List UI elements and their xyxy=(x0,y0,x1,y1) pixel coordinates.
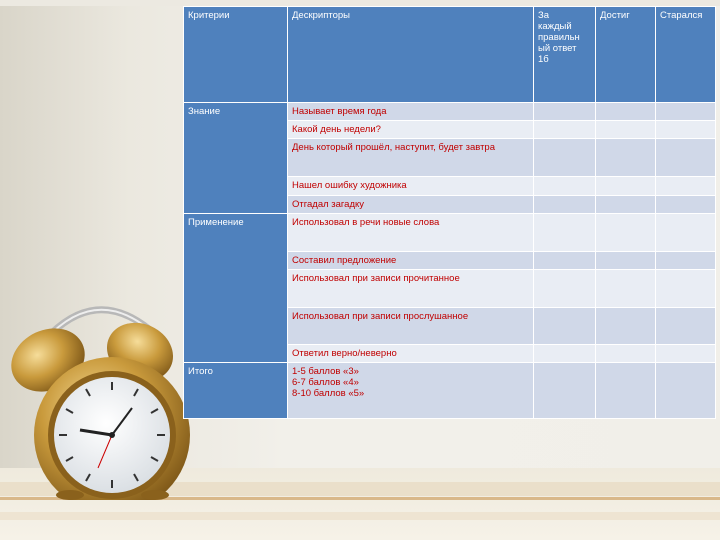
table-row xyxy=(184,103,716,121)
points-cell xyxy=(534,270,596,308)
grading-line-2: 6-7 баллов «4» xyxy=(292,377,359,388)
descriptor-cell: Нашел ошибку художника xyxy=(288,177,534,196)
tried-cell xyxy=(656,177,716,196)
tried-cell xyxy=(656,270,716,308)
grading-line-1: 1-5 баллов «3» xyxy=(292,366,359,377)
tried-cell xyxy=(656,103,716,121)
tried-cell xyxy=(656,214,716,252)
criteria-table xyxy=(183,6,716,419)
achieved-cell xyxy=(596,214,656,252)
achieved-cell xyxy=(596,196,656,214)
points-cell xyxy=(534,139,596,177)
criterion-application: Применение xyxy=(184,214,288,363)
achieved-cell xyxy=(596,270,656,308)
header-points xyxy=(534,7,596,103)
tried-cell xyxy=(656,196,716,214)
tried-cell xyxy=(656,121,716,139)
header-points-line-2: каждый xyxy=(538,21,572,32)
achieved-cell xyxy=(596,345,656,363)
points-cell xyxy=(534,308,596,345)
points-cell xyxy=(534,214,596,252)
descriptor-cell: Ответил верно/неверно xyxy=(288,345,534,363)
criterion-total: Итого xyxy=(184,363,288,419)
header-points-line-5: 1б xyxy=(538,54,549,65)
achieved-cell xyxy=(596,177,656,196)
header-criteria: Критерии xyxy=(184,7,288,103)
grading-line-3: 8-10 баллов «5» xyxy=(292,388,365,399)
achieved-cell xyxy=(596,252,656,270)
achieved-cell xyxy=(596,363,656,419)
header-tried: Старался xyxy=(656,7,716,103)
points-cell xyxy=(534,103,596,121)
descriptor-cell: День который прошёл, наступит, будет завтра xyxy=(288,139,534,177)
descriptor-cell: Использовал при записи прослушанное xyxy=(288,308,534,345)
points-cell xyxy=(534,196,596,214)
points-cell xyxy=(534,121,596,139)
descriptor-cell: Использовал в речи новые слова xyxy=(288,214,534,252)
header-descriptors: Дескрипторы xyxy=(288,7,534,103)
grading-scale xyxy=(288,363,534,419)
tried-cell xyxy=(656,363,716,419)
achieved-cell xyxy=(596,103,656,121)
table-row xyxy=(184,214,716,252)
criterion-knowledge: Знание xyxy=(184,103,288,214)
table-row xyxy=(184,363,716,419)
header-points-line-3: правильн xyxy=(538,32,580,43)
achieved-cell xyxy=(596,139,656,177)
descriptor-cell: Какой день недели? xyxy=(288,121,534,139)
descriptor-cell: Составил предложение xyxy=(288,252,534,270)
alarm-clock-icon xyxy=(0,290,190,500)
header-achieved: Достиг xyxy=(596,7,656,103)
header-row xyxy=(184,7,716,103)
points-cell xyxy=(534,177,596,196)
tried-cell xyxy=(656,252,716,270)
tried-cell xyxy=(656,345,716,363)
points-cell xyxy=(534,252,596,270)
descriptor-cell: Использовал при записи прочитанное xyxy=(288,270,534,308)
floor-band-lower xyxy=(0,512,720,520)
header-points-line-4: ый ответ xyxy=(538,43,577,54)
descriptor-cell: Отгадал загадку xyxy=(288,196,534,214)
achieved-cell xyxy=(596,308,656,345)
points-cell xyxy=(534,363,596,419)
points-cell xyxy=(534,345,596,363)
header-points-line-1: За xyxy=(538,10,550,21)
tried-cell xyxy=(656,308,716,345)
descriptor-cell: Называет время года xyxy=(288,103,534,121)
achieved-cell xyxy=(596,121,656,139)
tried-cell xyxy=(656,139,716,177)
